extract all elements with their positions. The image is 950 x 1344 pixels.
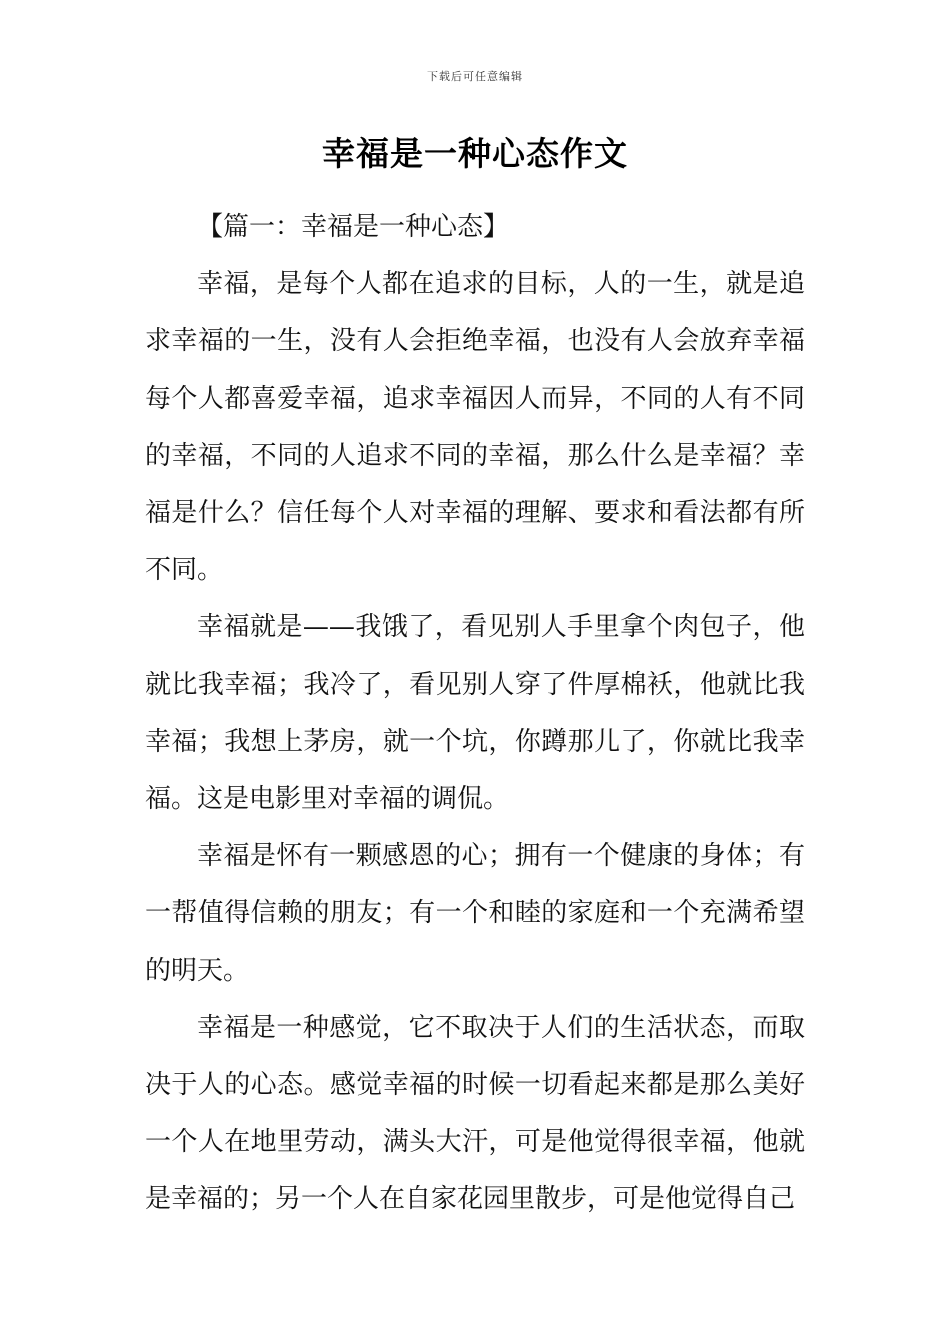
paragraph-3: 幸福是怀有一颗感恩的心；拥有一个健康的身体；有一帮值得信赖的朋友；有一个和睦的家庭和一个充满希望的明天。 — [145, 841, 805, 986]
document-body — [145, 199, 805, 1229]
paragraph-1: 幸福，是每个人都在追求的目标，人的一生，就是追求幸福的一生，没有人会拒绝幸福，也没有人会放弃幸福每个人都喜爱幸福，追求幸福因人而异，不同的人有不同的幸福，不同的人追求不同的幸福，那么什么是幸福？幸福是什么？信任每个人对幸福的理解、要求和看法都有所不同。 — [145, 269, 805, 586]
header-note: 下载后可任意编辑 — [427, 70, 523, 83]
document-title: 幸福是一种心态作文 — [322, 134, 628, 173]
section-heading: 【篇一：幸福是一种心态】 — [197, 212, 510, 242]
paragraph-4: 幸福是一种感觉，它不取决于人们的生活状态，而取决于人的心态。感觉幸福的时候一切看起来都是那么美好一个人在地里劳动，满头大汗，可是他觉得很幸福，他就是幸福的；另一个人在自家花园里散步，可是他觉得自己 — [145, 1012, 805, 1215]
paragraph-2: 幸福就是——我饿了，看见别人手里拿个肉包子，他就比我幸福；我冷了，看见别人穿了件厚棉袄，他就比我幸福；我想上茅房，就一个坑，你蹲那儿了，你就比我幸福。这是电影里对幸福的调侃。 — [145, 612, 805, 815]
